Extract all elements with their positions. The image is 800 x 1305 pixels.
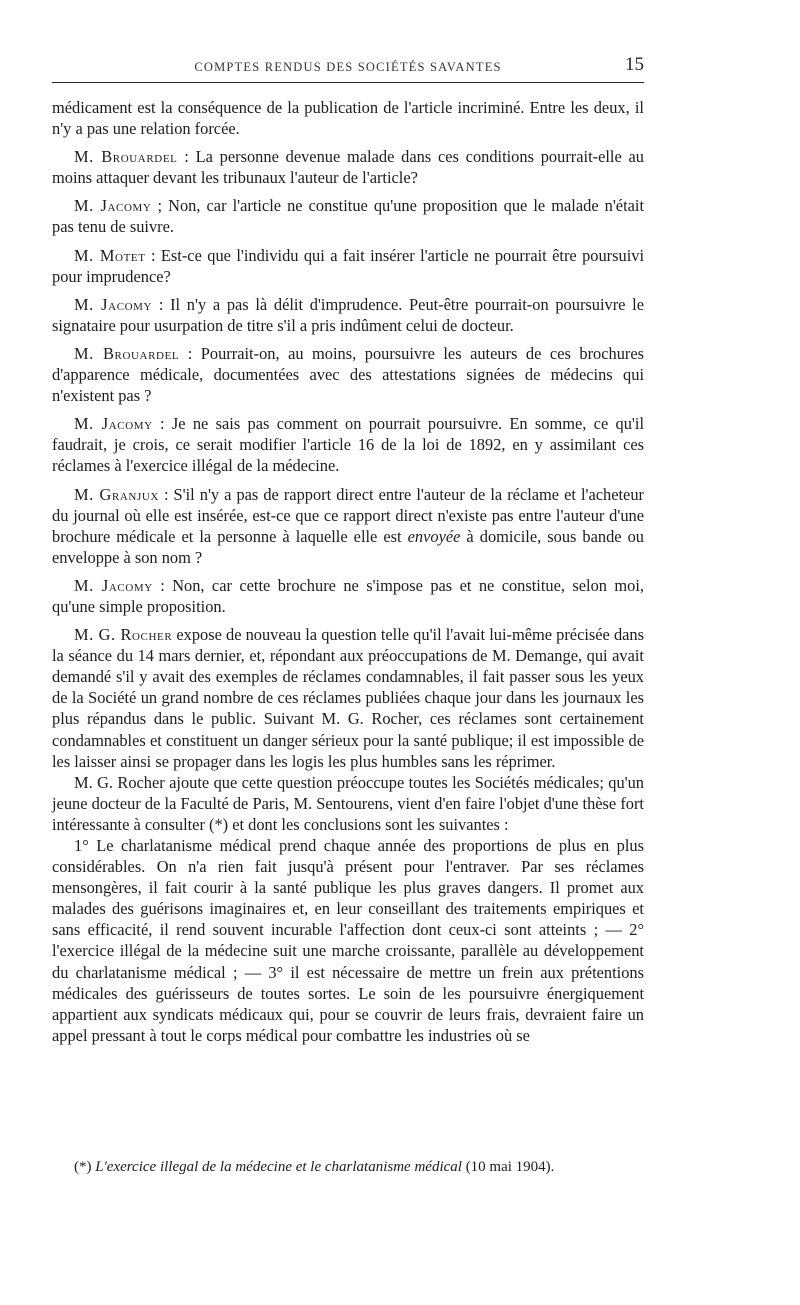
- page-header: [52, 52, 644, 83]
- paragraph: M. Jacomy : Je ne sais pas comment on pourrait poursuivre. En somme, ce qu'il faudrait, je crois, ce serait modifier l'article 16 de la loi de 1892, en y assimilant ces réclames à l'exercice illégal de la médecine.: [52, 414, 644, 476]
- speaker-name: M. Granjux: [74, 484, 159, 504]
- speaker-name: M. Jacomy: [74, 414, 153, 434]
- paragraph: M. Motet : Est-ce que l'individu qui a fait insérer l'article ne pourrait être poursuivi pour imprudence?: [52, 245, 644, 286]
- paragraph: 1° Le charlatanisme médical prend chaque année des proportions de plus en plus considérables. On n'a rien fait jusqu'à présent pour l'entraver. Par ses réclames mensongères, il fait courir à la santé publique les plus graves dangers. Il promet aux malades des guérisons imaginaires et, en leur conseillant des traitements empiriques et sans efficacité, il rend souvent incurable l'affection dont ceux-ci sont atteints ; — 2° l'exercice illégal de la médecine suit une marche croissante, parallèle au développement du charlatanisme médical ; — 3° il est nécessaire de mettre un frein aux prétentions médicales des guérisseurs de toutes sortes. Le soin de les poursuivre énergiquement appartient aux syndicats médicaux qui, pour se couvrir de leurs frais, devraient faire un appel pressant à tout le corps médical pour combattre les industries où se: [52, 836, 644, 1045]
- paragraph: M. Brouardel : Pourrait-on, au moins, poursuivre les auteurs de ces brochures d'apparence médicale, documentées avec des attestations signées de médecins qui n'existent pas ?: [52, 343, 644, 406]
- speaker-name: M. G. Rocher: [74, 625, 173, 645]
- paragraph: M. Brouardel : La personne devenue malade dans ces conditions pourrait-elle au moins attaquer devant les tribunaux l'auteur de l'article?: [52, 147, 644, 188]
- paragraph: M. Jacomy : Non, car cette brochure ne s'impose pas et ne constitue, selon moi, qu'une simple proposition.: [52, 575, 644, 616]
- speaker-name: M. Motet: [74, 245, 146, 265]
- speaker-name: M. Jacomy: [74, 294, 153, 314]
- paragraph: M. Jacomy ; Non, car l'article ne constitue qu'une proposition que le malade n'était pas tenu de suivre.: [52, 196, 645, 237]
- page-number: 15: [625, 54, 644, 75]
- speaker-name: M. Brouardel: [74, 147, 178, 167]
- paragraph: M. Granjux : S'il n'y a pas de rapport direct entre l'auteur de la réclame et l'acheteur du journal où elle est insérée, est-ce que ce rapport direct n'existe pas entre l'auteur d'une brochure médicale et la personne à laquelle elle est envoyée à domicile, sous bande ou enveloppe à son nom ?: [52, 484, 644, 567]
- footnote-date: (10 mai 1904).: [465, 1159, 555, 1175]
- footnote-marker: (*): [74, 1159, 92, 1175]
- body-text: [52, 97, 644, 1046]
- speaker-name: M. Brouardel: [74, 343, 180, 363]
- speaker-name: M. Jacomy: [74, 575, 153, 595]
- emphasis: envoyée: [407, 526, 461, 546]
- footnote-title: L'exercice illegal de la médecine et le charlatanisme médical: [95, 1159, 462, 1175]
- speaker-name: M. Jacomy: [74, 196, 152, 216]
- footnote: [52, 1157, 644, 1177]
- paragraph: médicament est la conséquence de la publication de l'article incriminé. Entre les deux, il n'y a pas une relation forcée.: [52, 98, 644, 139]
- paragraph: M. G. Rocher ajoute que cette question préoccupe toutes les Sociétés médicales; qu'un jeune docteur de la Faculté de Paris, M. Sentourens, vient d'en faire l'objet d'une thèse fort intéressante à consulter (*) et dont les conclusions sont les suivantes :: [52, 772, 644, 834]
- paragraph: M. Jacomy : Il n'y a pas là délit d'imprudence. Peut-être pourrait-on poursuivre le signataire pour usurpation de titre s'il a pris indûment celui de docteur.: [52, 294, 644, 335]
- paragraph: M. G. Rocher expose de nouveau la question telle qu'il l'avait lui-même précisée dans la séance du 14 mars dernier, et, répondant aux préoccupations de M. Demange, qui avait demandé s'il y avait des exemples de réclames condamnables, il fait passer sous les yeux de la Société un grand nombre de ces réclames publiées chaque jour dans les journaux les plus répandus dans le public. Suivant M. G. Rocher, ces réclames sont certainement condamnables et constituent un danger sérieux pour la santé publique; il est impossible de les laisser ainsi se propager dans les logis les plus humbles sans les réprimer.: [52, 625, 644, 771]
- running-title: COMPTES RENDUS DES SOCIÉTÉS SAVANTES: [194, 60, 502, 74]
